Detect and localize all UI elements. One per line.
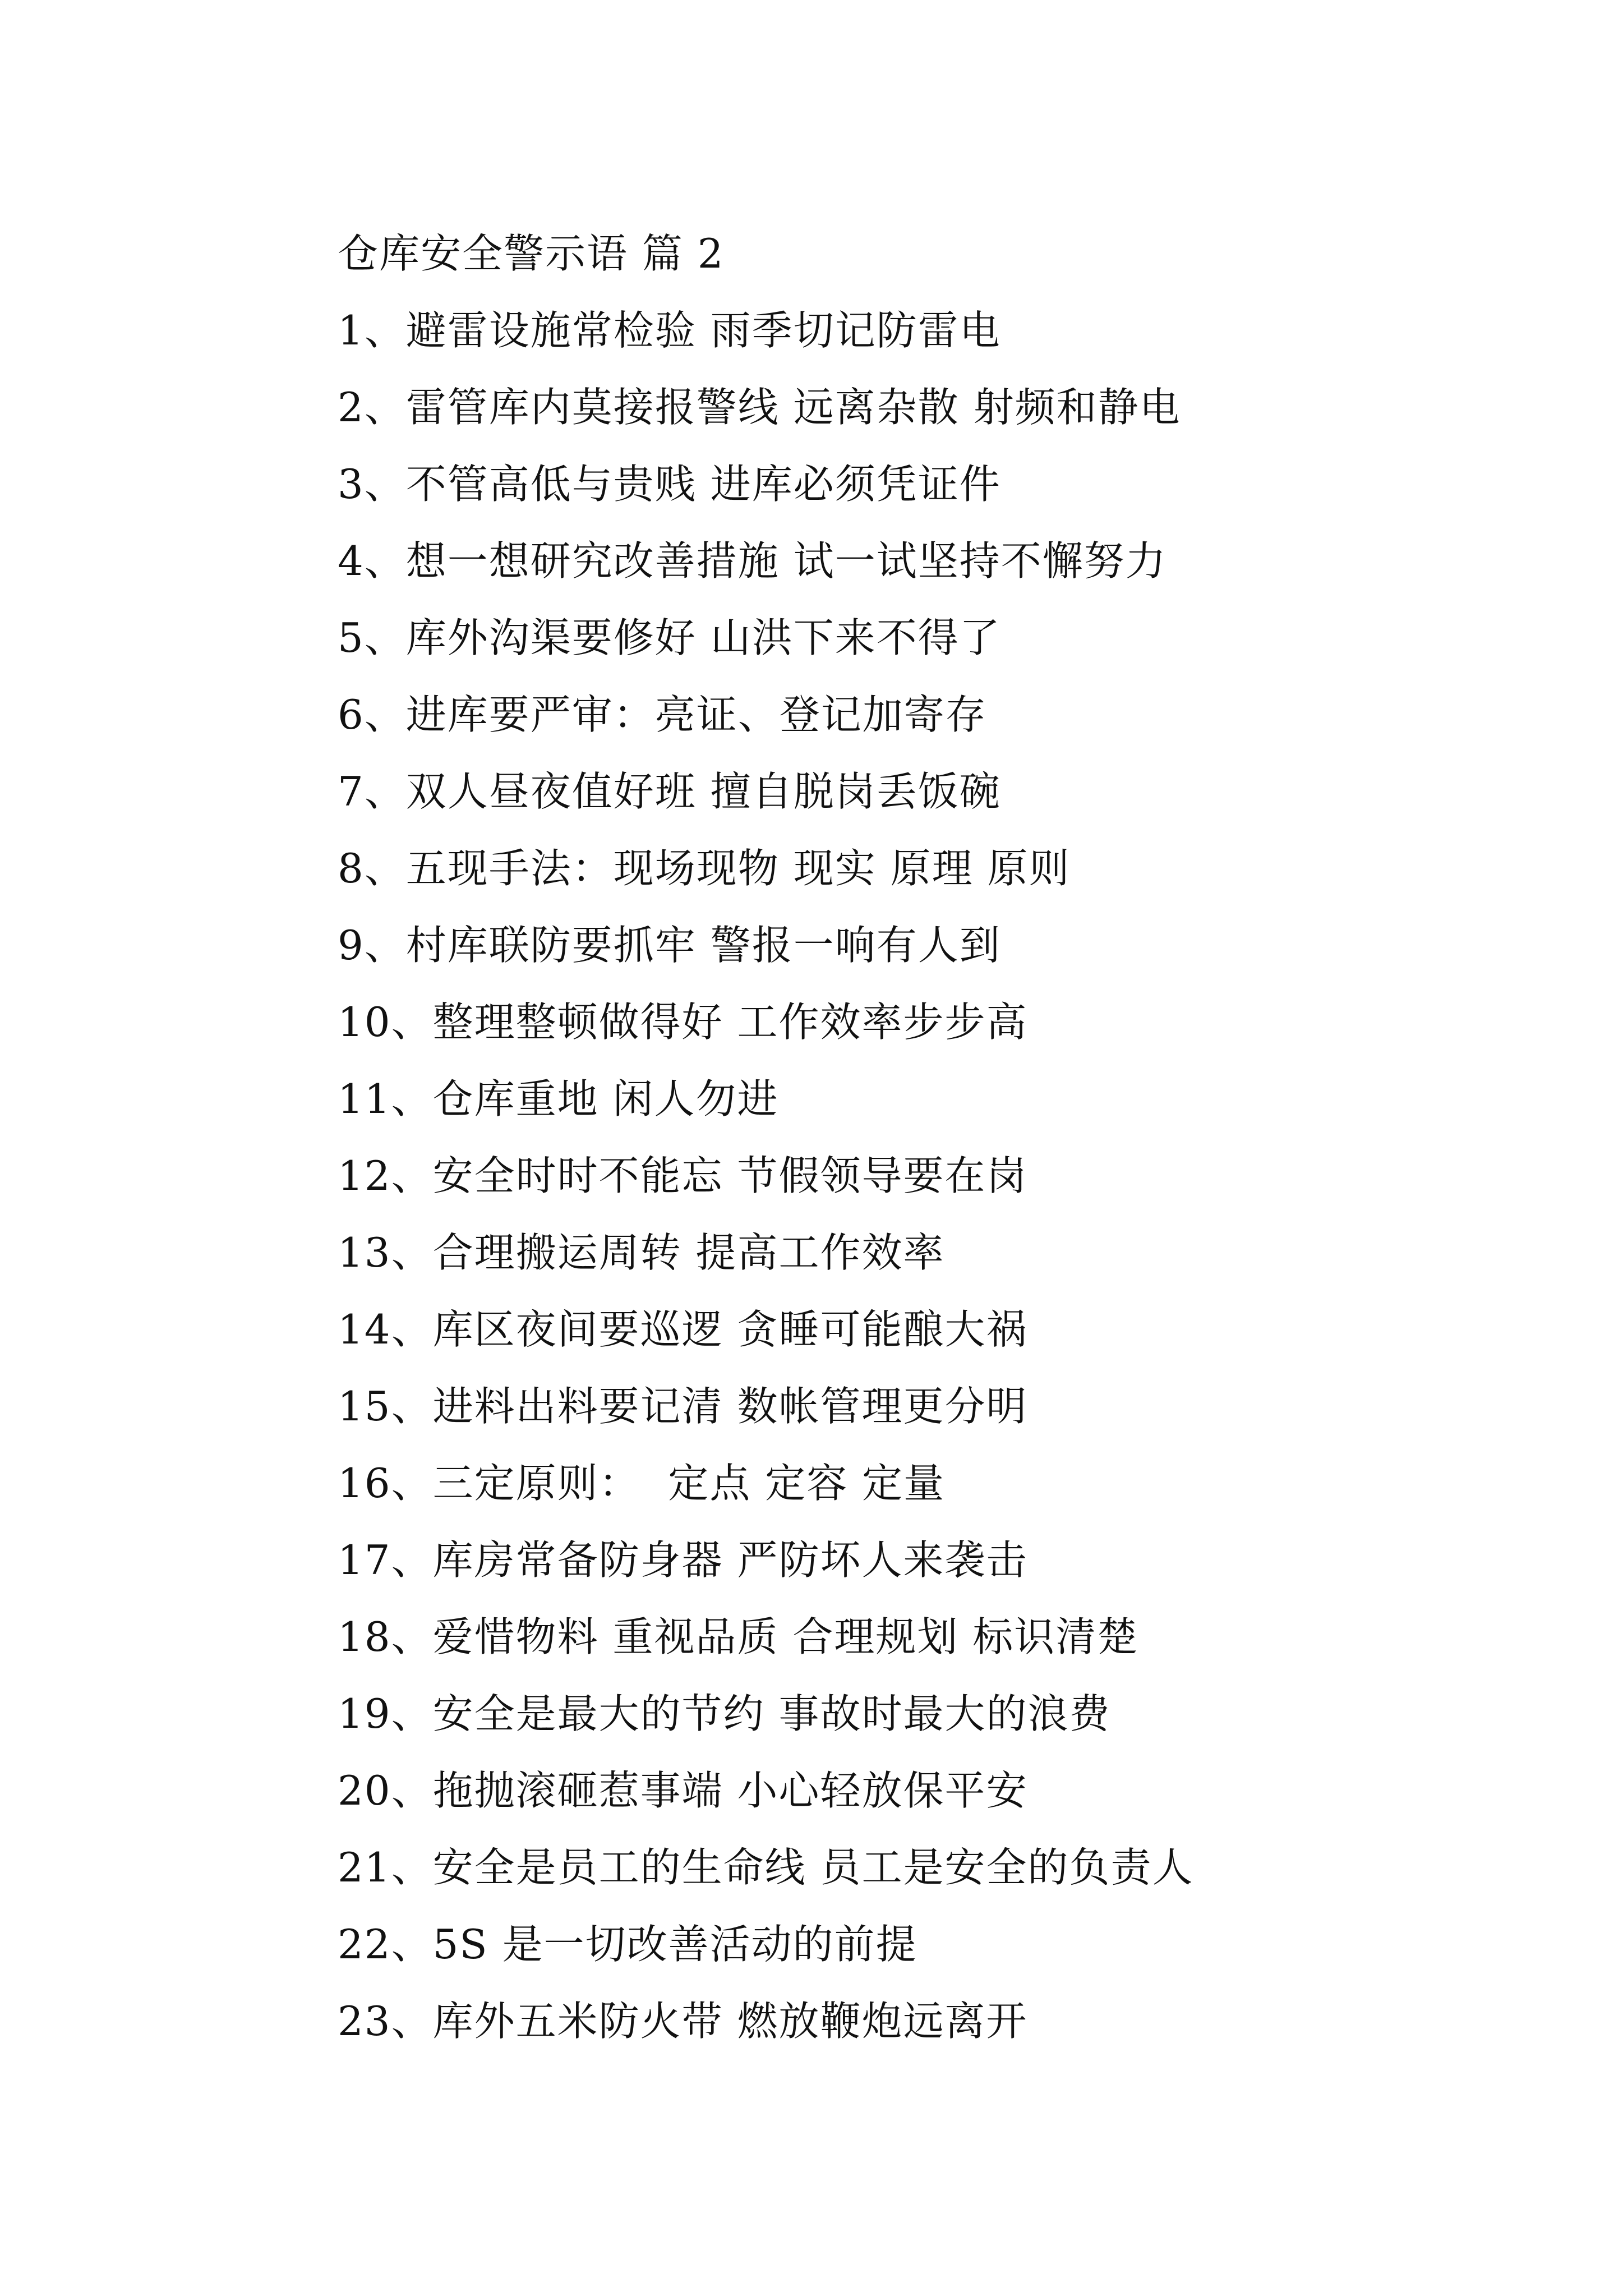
slogan-line-2: 2、雷管库内莫接报警线 远离杂散 射频和静电 (338, 384, 1181, 431)
slogan-list (338, 292, 1571, 2060)
slogan-line-1: 1、避雷设施常检验 雨季切记防雷电 (338, 307, 1001, 354)
slogan-line-19: 19、安全是最大的节约 事故时最大的浪费 (338, 1690, 1111, 1737)
slogan-line-8: 8、五现手法：现场现物 现实 原理 原则 (338, 845, 1071, 892)
slogan-line-20: 20、拖抛滚砸惹事端 小心轻放保平安 (338, 1767, 1028, 1814)
slogan-line-17: 17、库房常备防身器 严防坏人来袭击 (338, 1536, 1028, 1584)
slogan-line-9: 9、村库联防要抓牢 警报一响有人到 (338, 922, 1001, 969)
slogan-line-4: 4、想一想研究改善措施 试一试坚持不懈努力 (338, 537, 1167, 585)
document-title: 仓库安全警示语 篇 2 (338, 230, 725, 277)
slogan-line-13: 13、合理搬运周转 提高工作效率 (338, 1229, 945, 1276)
slogan-line-11: 11、仓库重地 闲人勿进 (338, 1075, 779, 1122)
slogan-line-15: 15、进料出料要记清 数帐管理更分明 (338, 1383, 1028, 1430)
slogan-line-7: 7、双人昼夜值好班 擅自脱岗丢饭碗 (338, 768, 1001, 815)
slogan-line-3: 3、不管高低与贵贱 进库必须凭证件 (338, 461, 1001, 508)
slogan-line-16: 16、三定原则： 定点 定容 定量 (338, 1460, 946, 1507)
slogan-line-6: 6、进库要严审：亮证、登记加寄存 (338, 691, 987, 738)
slogan-line-12: 12、安全时时不能忘 节假领导要在岗 (338, 1152, 1028, 1199)
slogan-line-18: 18、爱惜物料 重视品质 合理规划 标识清楚 (338, 1613, 1139, 1660)
slogan-line-14: 14、库区夜间要巡逻 贪睡可能酿大祸 (338, 1306, 1028, 1353)
slogan-line-22: 22、5S 是一切改善活动的前提 (338, 1921, 917, 1968)
slogan-line-23: 23、库外五米防火带 燃放鞭炮远离开 (338, 1998, 1028, 2045)
slogan-line-5: 5、库外沟渠要修好 山洪下来不得了 (338, 614, 1001, 661)
document-body (338, 215, 1571, 2060)
slogan-line-21: 21、安全是员工的生命线 员工是安全的负责人 (338, 1844, 1194, 1891)
slogan-line-10: 10、整理整顿做得好 工作效率步步高 (338, 999, 1028, 1046)
